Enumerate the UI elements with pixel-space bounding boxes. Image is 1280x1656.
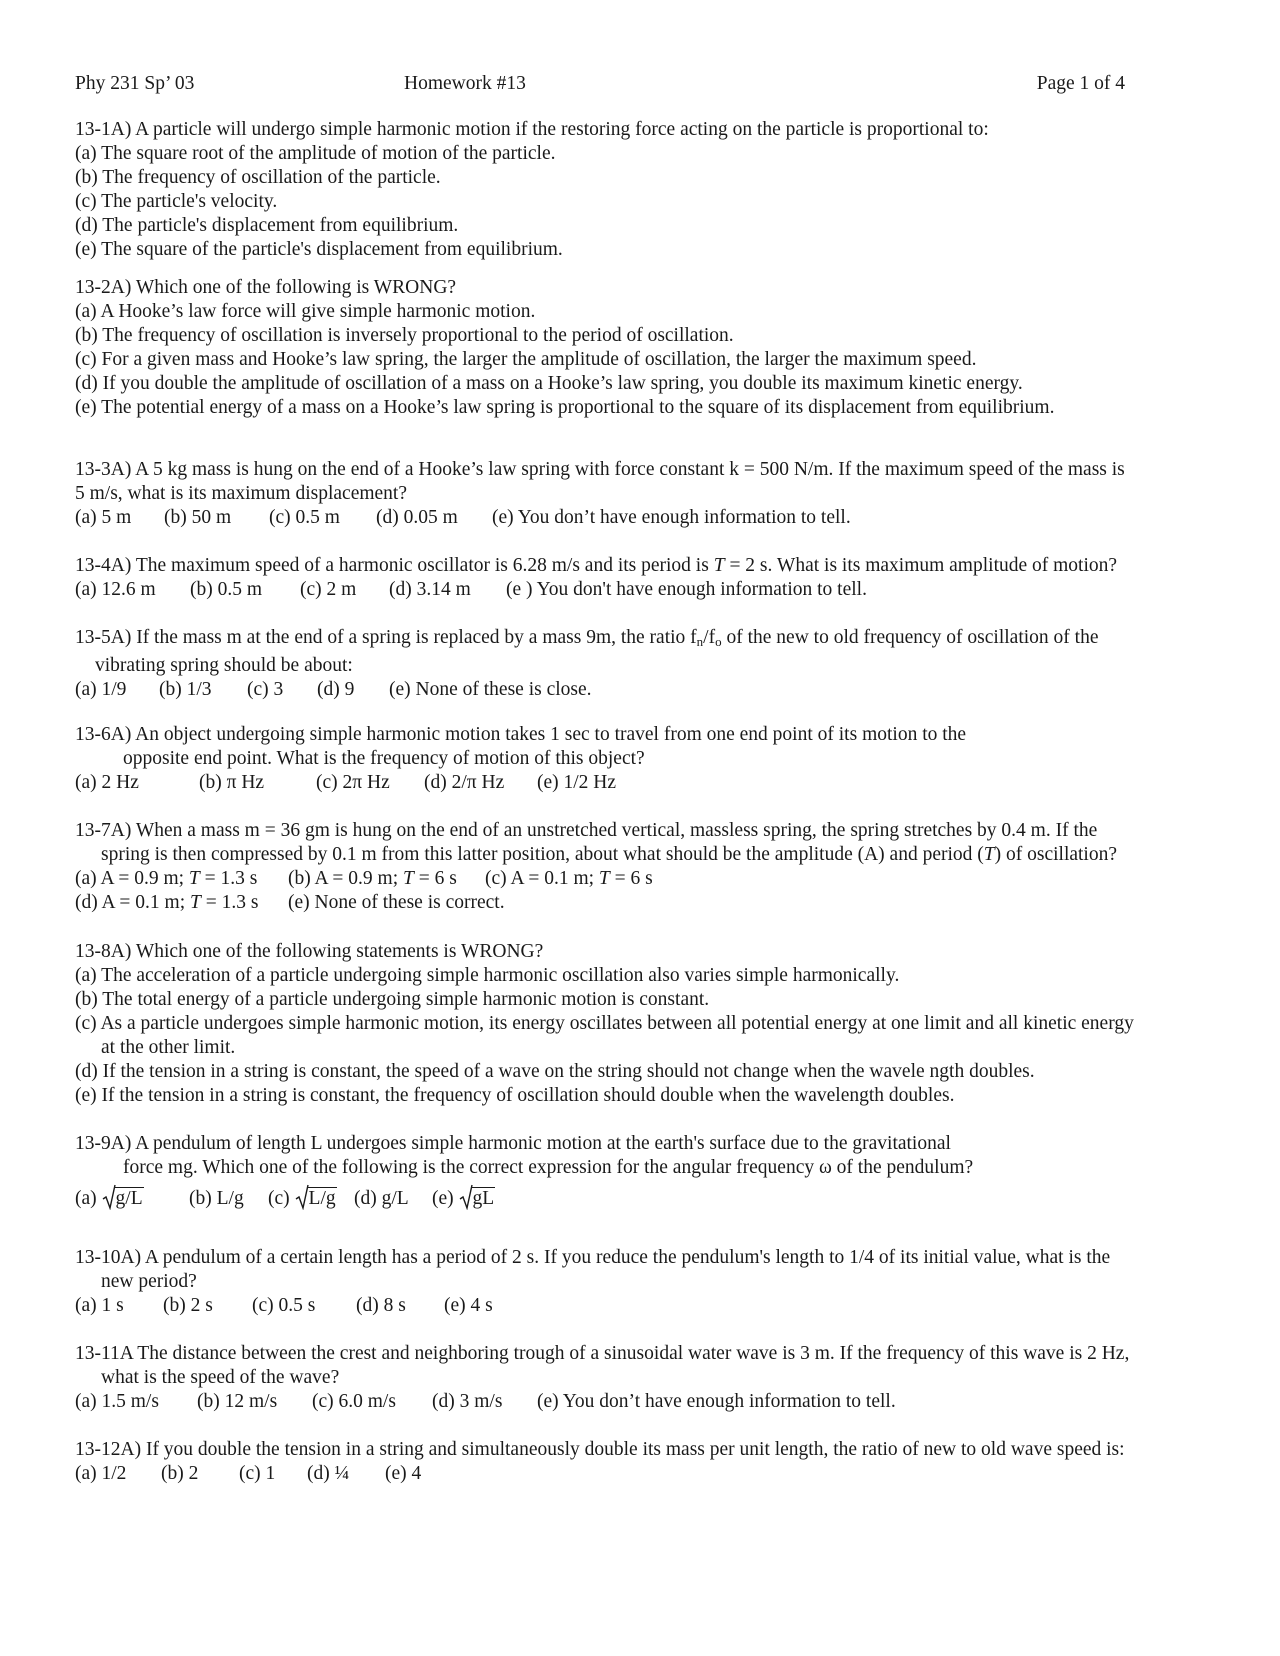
option-d: (d) 3.14 m [389,579,471,600]
option-e: (e) The potential energy of a mass on a Hooke’s law spring is proportional to the square of its displacement from equilibrium. [75,397,1055,418]
options-row [75,1184,1215,1211]
question-13-11 [75,1342,1215,1414]
option-b: (b) A = 0.9 m; T = 6 s [288,868,457,889]
option-c: (c) 0.5 m [269,507,340,528]
option-e: (e) 4 [385,1463,422,1484]
option-c: (c) As a particle undergoes simple harmonic motion, its energy oscillates between all potential energy at one limit and all kinetic energy [75,1013,1134,1034]
option-b: (b) 2 [161,1463,199,1484]
option-e: (e) 1/2 Hz [537,772,617,793]
question-13-9 [75,1132,1215,1211]
option-d: (d) If you double the amplitude of oscillation of a mass on a Hooke’s law spring, you double its maximum kinetic energy. [75,373,1023,394]
square-root-icon: g/L [102,1184,144,1211]
subscript-n: n [696,634,704,649]
stem-part: ) of oscillation? [994,844,1118,865]
option-d: (d) 3 m/s [432,1391,503,1412]
option-a: (a) 1 s [75,1295,124,1316]
question-13-4 [75,554,1215,602]
option-a: (a) 2 Hz [75,772,139,793]
question-13-12 [75,1438,1215,1486]
question-13-3 [75,458,1215,530]
options-row [75,506,1215,530]
option-c: (c) The particle's velocity. [75,191,278,212]
option-d: (d) 9 [317,679,355,700]
options-row [75,578,1215,602]
page-number: Page 1 of 4 [1036,73,1125,94]
option-d: (d) 0.05 m [376,507,458,528]
question-stem: 13-1A) A particle will undergo simple harmonic motion if the restoring force acting on the particle is proportional to: [75,119,989,140]
option-a: (a) 1/9 [75,679,127,700]
option-a: (a) 1/2 [75,1463,127,1484]
question-stem-cont [75,843,1215,867]
option-d: (d) g/L [354,1188,409,1209]
option-c: (c) 0.5 s [252,1295,316,1316]
question-stem: 13-3A) A 5 kg mass is hung on the end of a Hooke’s law spring with force constant k = 500 N/m. If the maximum speed of the mass is [75,459,1125,480]
question-stem: 13-8A) Which one of the following statements is WRONG? [75,941,544,962]
stem-part: of the new to old frequency of oscillation of the [721,627,1099,648]
question-stem-cont: new period? [101,1271,197,1292]
option-e: (e) You don’t have enough information to tell. [537,1391,896,1412]
option-a: (a) The acceleration of a particle undergoing simple harmonic oscillation also varies simple harmonically. [75,965,900,986]
question-stem [75,626,1215,654]
option-b: (b) The total energy of a particle undergoing simple harmonic motion is constant. [75,989,710,1010]
options-row [75,1462,1215,1486]
option-c: (c) L/g [268,1184,354,1211]
option-c: (c) 2 m [300,579,357,600]
stem-part: 13-4A) The maximum speed of a harmonic oscillator is 6.28 m/s and its period is [75,555,714,576]
homework-title: Homework #13 [404,73,526,94]
option-e: (e) None of these is correct. [288,892,505,913]
option-c: (c) A = 0.1 m; T = 6 s [485,868,653,889]
square-root-icon: L/g [295,1184,337,1211]
question-stem: 13-7A) When a mass m = 36 gm is hung on the end of an unstretched vertical, massless spring, the spring stretches by 0.4 m. If the [75,820,1098,841]
question-13-2 [75,276,1215,420]
options-row [75,771,1215,795]
stem-part: = 2 s. What is its maximum amplitude of motion? [724,555,1118,576]
options-row [75,1294,1215,1318]
option-a: (a) g/L [75,1184,189,1211]
stem-part: 13-5A) If the mass m at the end of a spring is replaced by a mass 9m, the ratio f [75,627,697,648]
option-d: (d) ¼ [307,1463,350,1484]
option-a: (a) 5 m [75,507,132,528]
option-b: (b) The frequency of oscillation of the particle. [75,167,441,188]
options-row [75,1390,1215,1414]
option-d: (d) If the tension in a string is constant, the speed of a wave on the string should not change when the wavele ngth doubles. [75,1061,1035,1082]
subscript-o: o [715,634,722,649]
question-stem: 13-12A) If you double the tension in a string and simultaneously double its mass per unit length, the ratio of new to old wave speed is: [75,1439,1125,1460]
option-b: (b) L/g [189,1188,244,1209]
stem-part: /f [703,627,716,648]
option-e: (e) If the tension in a string is constant, the frequency of oscillation should double when the wavelength doubles. [75,1085,955,1106]
question-13-6 [75,723,1215,795]
option-d: (d) 2/π Hz [424,772,505,793]
option-b: (b) The frequency of oscillation is inversely proportional to the period of oscillation. [75,325,734,346]
option-b: (b) 12 m/s [197,1391,278,1412]
option-e: (e) 4 s [444,1295,493,1316]
question-stem-cont: 5 m/s, what is its maximum displacement? [75,483,407,504]
option-b: (b) 50 m [164,507,232,528]
option-e: (e ) You don't have enough information to tell. [506,579,867,600]
option-b: (b) 0.5 m [190,579,263,600]
question-stem: 13-10A) A pendulum of a certain length has a period of 2 s. If you reduce the pendulum's length to 1/4 of its initial value, what is the [75,1247,1111,1268]
option-c: (c) 1 [239,1463,276,1484]
option-b: (b) π Hz [199,772,265,793]
option-e: (e) gL [432,1184,495,1211]
options-row [75,678,1215,702]
option-a: (a) The square root of the amplitude of motion of the particle. [75,143,556,164]
option-d: (d) The particle's displacement from equilibrium. [75,215,459,236]
question-stem-cont: opposite end point. What is the frequency of motion of this object? [123,748,645,769]
option-e: (e) None of these is close. [389,679,592,700]
options-row [75,867,1215,891]
option-a: (a) 12.6 m [75,579,156,600]
option-e: (e) The square of the particle's displacement from equilibrium. [75,239,563,260]
period-symbol: T [713,555,725,576]
period-symbol: T [983,844,995,865]
question-13-10 [75,1246,1215,1318]
option-e: (e) You don’t have enough information to tell. [492,507,851,528]
course-label: Phy 231 Sp’ 03 [75,73,195,94]
question-13-7 [75,819,1215,915]
square-root-icon: gL [459,1184,496,1211]
question-13-5 [75,626,1215,702]
option-c: (c) 3 [247,679,284,700]
option-c: (c) For a given mass and Hooke’s law spring, the larger the amplitude of oscillation, the larger the maximum speed. [75,349,977,370]
option-b: (b) 1/3 [159,679,212,700]
question-stem-cont: what is the speed of the wave? [101,1367,340,1388]
page-header [75,72,1125,98]
question-stem: 13-2A) Which one of the following is WRONG? [75,277,457,298]
question-stem: 13-9A) A pendulum of length L undergoes simple harmonic motion at the earth's surface due to the gravitational [75,1133,951,1154]
question-13-8 [75,940,1215,1108]
options-row [75,891,1215,915]
option-d: (d) 8 s [356,1295,406,1316]
question-13-1 [75,118,1215,262]
option-c-cont: at the other limit. [101,1037,236,1058]
option-a: (a) 1.5 m/s [75,1391,159,1412]
option-a: (a) A Hooke’s law force will give simple harmonic motion. [75,301,536,322]
question-stem-cont: vibrating spring should be about: [95,655,353,676]
option-d: (d) A = 0.1 m; T = 1.3 s [75,892,259,913]
stem-part: spring is then compressed by 0.1 m from this latter position, about what should be the amplitude (A) and period ( [101,844,984,865]
question-stem [75,554,1215,578]
question-stem: 13-6A) An object undergoing simple harmonic motion takes 1 sec to travel from one end point of its motion to the [75,724,967,745]
option-a: (a) A = 0.9 m; T = 1.3 s [75,868,258,889]
option-c: (c) 2π Hz [316,772,390,793]
option-c: (c) 6.0 m/s [312,1391,396,1412]
question-stem-cont: force mg. Which one of the following is the correct expression for the angular frequency ω of the pendulum? [123,1157,974,1178]
question-stem: 13-11A The distance between the crest and neighboring trough of a sinusoidal water wave is 3 m. If the frequency of this wave is 2 Hz, [75,1343,1130,1364]
option-b: (b) 2 s [163,1295,213,1316]
